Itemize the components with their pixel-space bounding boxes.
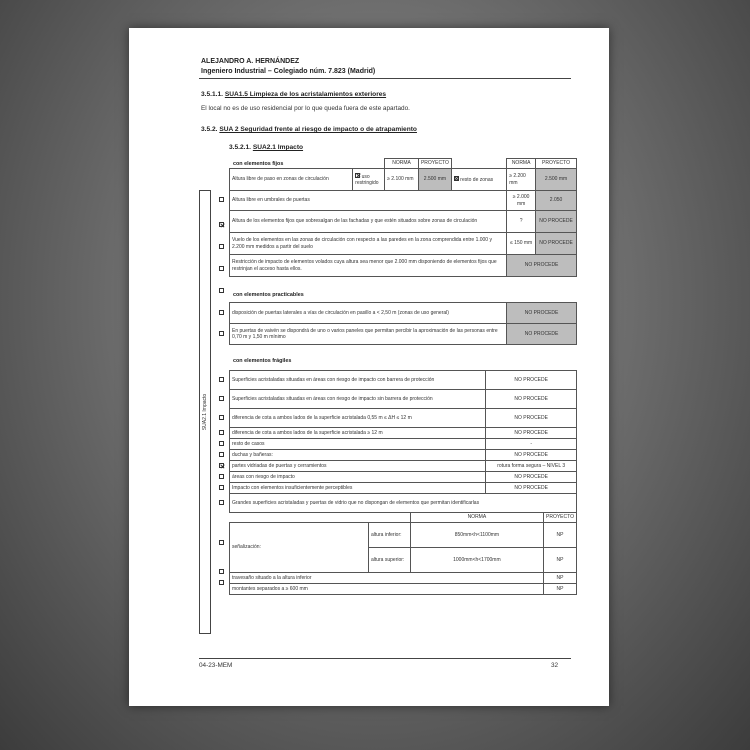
fixed-row1-opt2 (451, 169, 506, 191)
practicable-row2-label: En puertas de vaivén se dispondrá de uno o varios paneles que permitan percibir la aproximación de las personas entre 0,70 m y 1,50 m mínimo (230, 324, 507, 345)
fragile-row-4-label: resto de casos (230, 439, 486, 450)
fixed-row1-norma2: ≥ 2.200 mm (507, 169, 536, 191)
fragile-alt-inf-norma: 850mm<h<1100mm (410, 523, 543, 548)
fragile-row2-checkbox[interactable] (219, 415, 224, 420)
fixed-row1-opt1 (353, 169, 385, 191)
practicable-row1-checkbox[interactable] (219, 310, 224, 315)
fixed-row-altura-paso (230, 169, 577, 191)
fragile-row-2-val: NO PROCEDE (486, 409, 577, 428)
fragile-large-surfaces-row (230, 494, 577, 513)
fixed-elements-table (229, 158, 577, 277)
fragile-row-1-val: NO PROCEDE (486, 390, 577, 409)
fragile-row-6-label: partes vidriadas de puertas y cerramientos (230, 461, 486, 472)
fragile-row6-checkbox[interactable] (219, 463, 224, 468)
fixed-row1-proy1: 2.500 mm (418, 169, 451, 191)
fixed-row3-label: Altura de los elementos fijos que sobresalgan de las fachadas y que estén situados sobre zonas de circulación (230, 211, 507, 233)
fixed-row1-checkbox[interactable] (219, 197, 224, 202)
fragile-row1-checkbox[interactable] (219, 396, 224, 401)
practicable-row-puertas-laterales (230, 303, 577, 324)
footer-page-number: 32 (551, 662, 559, 669)
fragile-sub-norma-header: NORMA (410, 513, 543, 523)
fragile-montantes-row (230, 584, 577, 595)
fixed-row4-label: Vuelo de los elementos en las zonas de circulación con respecto a las paredes en la zona comprendida entre 1.000 y 2.200 mm medidos a partir del suelo (230, 233, 507, 255)
fragile-senal-label: señalización: (230, 523, 369, 573)
fixed-elements-heading: con elementos fijos (233, 161, 284, 167)
fragile-alt-inf-row (230, 523, 577, 548)
fragile-row (230, 439, 577, 450)
fragile-elements-table (229, 370, 577, 595)
fragile-row-7-val: NO PROCEDE (486, 472, 577, 483)
fragile-row-1-label: Superficies acristaladas situadas en áreas con riesgo de impacto sin barrera de protección (230, 390, 486, 409)
fixed-proyecto-header-2: PROYECTO (536, 159, 577, 169)
resto-zonas-checkbox[interactable] (454, 176, 459, 181)
fragile-alt-sup-proy: NP (543, 548, 576, 573)
fragile-row4-checkbox[interactable] (219, 441, 224, 446)
fragile-row-5-label: duchas y bañeras: (230, 450, 486, 461)
practicable-row1-val: NO PROCEDE (507, 303, 577, 324)
fragile-large-label: Grandes superficies acristaladas y puertas de vidrio que no dispongan de elementos que permitan identificarlas (230, 494, 577, 513)
fixed-row4-proy: NO PROCEDE (536, 233, 577, 255)
section-3511-text: El local no es de uso residencial por lo que queda fuera de este apartado. (201, 105, 410, 112)
fixed-row1-proy2: 2.500 mm (536, 169, 577, 191)
fragile-row-8-label: Impacto con elementos insuficientemente perceptibles (230, 483, 486, 494)
fragile-row0-checkbox[interactable] (219, 377, 224, 382)
fragile-row5-checkbox[interactable] (219, 452, 224, 457)
fragile-row (230, 472, 577, 483)
fragile-elements-heading: con elementos frágiles (233, 358, 292, 364)
author-subtitle: Ingeniero Industrial – Colegiado núm. 7.823 (Madrid) (201, 68, 376, 75)
fragile-row7-checkbox[interactable] (219, 474, 224, 479)
practicable-row1-label: disposición de puertas laterales a vías de circulación en pasillo a < 2,50 m (zonas de uso general) (230, 303, 507, 324)
fragile-large-checkbox[interactable] (219, 500, 224, 505)
fixed-row3-proy: NO PROCEDE (536, 211, 577, 233)
fragile-sub-proyecto-header: PROYECTO (543, 513, 576, 523)
fixed-header-row (230, 159, 577, 169)
fragile-alt-inf-proy: NP (543, 523, 576, 548)
fragile-row (230, 390, 577, 409)
section-3511-number: 3.5.1.1. (201, 91, 223, 98)
fragile-montantes-label: montantes separados a ≥ 600 mm (230, 584, 544, 595)
fragile-alt-inf-label: altura inferior: (368, 523, 410, 548)
fixed-row4-checkbox[interactable] (219, 266, 224, 271)
section-3521-title: SUA2.1 Impacto (252, 144, 304, 151)
fixed-row1-norma1: ≥ 2.100 mm (385, 169, 419, 191)
fragile-row-8-val: NO PROCEDE (486, 483, 577, 494)
fragile-row-0-label: Superficies acristaladas situadas en áreas con riesgo de impacto con barrera de protección (230, 371, 486, 390)
fragile-travesano-row (230, 573, 577, 584)
fragile-row-5-val: NO PROCEDE (486, 450, 577, 461)
fragile-row-3-label: diferencia de cota a ambos lados de la superficie acristalada ≥ 12 m (230, 428, 486, 439)
fixed-row4-norma: ≤ 150 mm (507, 233, 536, 255)
fragile-montantes-checkbox[interactable] (219, 580, 224, 585)
fragile-row3-checkbox[interactable] (219, 430, 224, 435)
fragile-row-0-val: NO PROCEDE (486, 371, 577, 390)
fragile-travesano-checkbox[interactable] (219, 569, 224, 574)
fixed-row2-label: Altura libre en umbrales de puertas (230, 191, 507, 211)
fixed-proyecto-header: PROYECTO (418, 159, 451, 169)
fixed-row-volados (230, 255, 577, 277)
section-352-title: SUA 2 Seguridad frente al riesgo de impacto o de atrapamiento (219, 126, 417, 133)
section-352-number: 3.5.2. (201, 126, 218, 133)
header-divider (199, 78, 571, 79)
fragile-sub-header-row (230, 513, 577, 523)
fixed-norma-header: NORMA (385, 159, 419, 169)
fragile-row (230, 428, 577, 439)
fragile-row-7-label: áreas con riesgo de impacto (230, 472, 486, 483)
fragile-row-2-label: diferencia de cota a ambos lados de la superficie acristalada 0,55 m ≤ ΔH ≤ 12 m (230, 409, 486, 428)
fixed-row2-proy: 2.050 (536, 191, 577, 211)
section-352-heading (201, 126, 417, 133)
fragile-row (230, 450, 577, 461)
practicable-elements-table (229, 302, 577, 345)
fragile-row (230, 371, 577, 390)
section-3521-number: 3.5.2.1. (229, 144, 251, 151)
fixed-row2-norma: ≥ 2.000 mm (507, 191, 536, 211)
practicable-row2-checkbox[interactable] (219, 331, 224, 336)
fragile-row (230, 483, 577, 494)
fixed-row2-checkbox[interactable] (219, 222, 224, 227)
fixed-row3-norma: ? (507, 211, 536, 233)
fixed-row1-label: Altura libre de paso en zonas de circulación (230, 169, 353, 191)
fragile-travesano-label: travesaño situado a la altura inferior (230, 573, 544, 584)
fragile-row (230, 409, 577, 428)
fixed-row5-checkbox[interactable] (219, 288, 224, 293)
fragile-row-6-val: rotura forma segura – NIVEL 3 (486, 461, 577, 472)
fragile-alt-sup-norma: 1000mm<h<1700mm (410, 548, 543, 573)
resto-zonas-label: resto de zonas (460, 176, 494, 183)
footer-document-code: 04-23-MEM (199, 662, 233, 669)
fragile-row8-checkbox[interactable] (219, 485, 224, 490)
fixed-row-umbrales (230, 191, 577, 211)
fragile-alt-sup-label: altura superior: (368, 548, 410, 573)
footer-divider (199, 658, 571, 659)
practicable-row-vaiven (230, 324, 577, 345)
section-3511-title: SUA1.5 Limpieza de los acristalamientos exteriores (224, 91, 387, 98)
fragile-row-3-val: NO PROCEDE (486, 428, 577, 439)
practicable-row2-val: NO PROCEDE (507, 324, 577, 345)
fragile-row (230, 461, 577, 472)
fragile-montantes-val: NP (543, 584, 576, 595)
side-column-label: SUA2.1 Impacto (202, 393, 208, 431)
fixed-row5-proy: NO PROCEDE (507, 255, 577, 277)
section-3511-heading (201, 91, 386, 98)
uso-restringido-checkbox[interactable] (355, 173, 360, 178)
fixed-row-vuelo (230, 233, 577, 255)
side-column-label-wrap (199, 190, 211, 634)
fragile-row-4-val: - (486, 439, 577, 450)
practicable-elements-heading: con elementos practicables (233, 292, 304, 298)
author-name: ALEJANDRO A. HERNÁNDEZ (201, 58, 300, 65)
fixed-row3-checkbox[interactable] (219, 244, 224, 249)
fragile-senal-checkbox[interactable] (219, 540, 224, 545)
document-page (129, 28, 609, 706)
fixed-row-fachadas (230, 211, 577, 233)
section-3521-heading (229, 144, 303, 151)
fixed-row5-label: Restricción de impacto de elementos volados cuya altura sea menor que 2.000 mm disponiendo de elementos fijos que restrinjan el acceso hasta ellos. (230, 255, 507, 277)
fragile-travesano-val: NP (543, 573, 576, 584)
fixed-norma-header-2: NORMA (507, 159, 536, 169)
uso-restringido-label: uso restringido (355, 173, 379, 186)
